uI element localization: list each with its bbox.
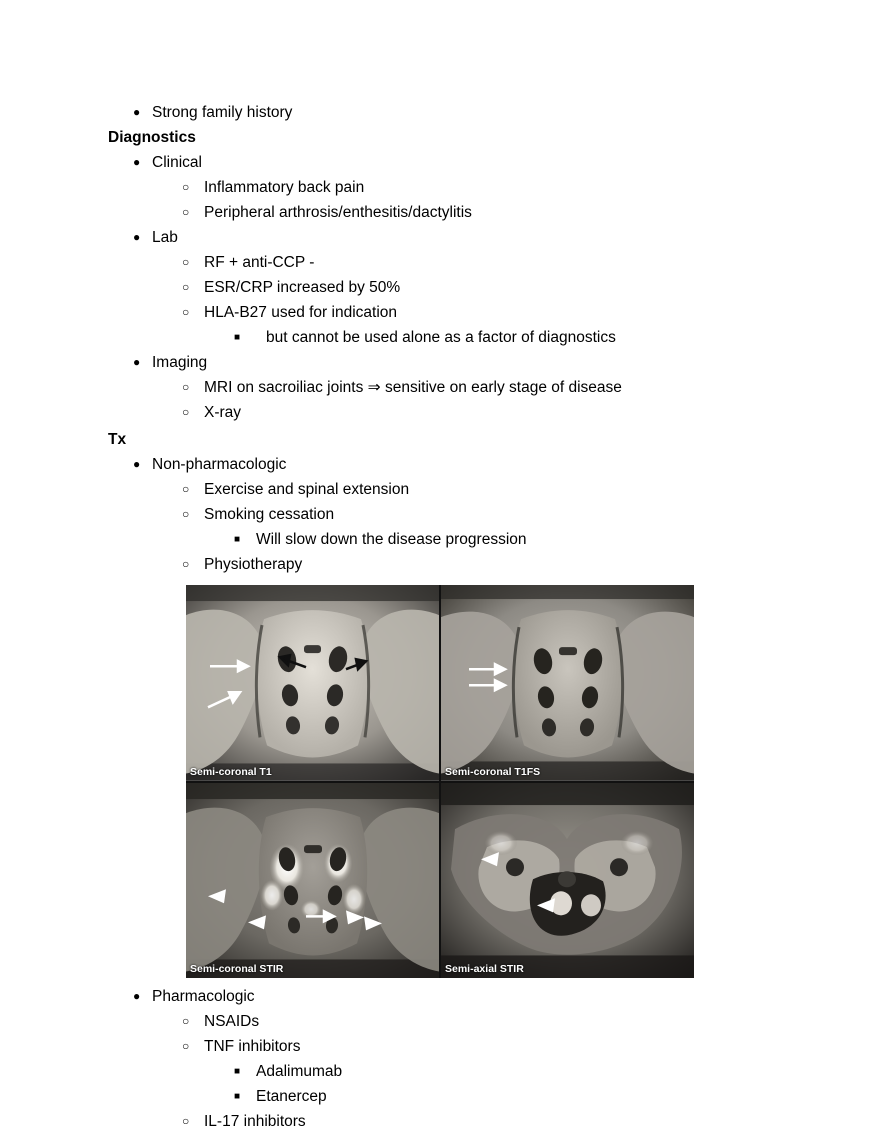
- list-item: [152, 300, 808, 350]
- circle-bullet-icon: [182, 1009, 189, 1034]
- circle-bullet-icon: [182, 1109, 189, 1134]
- list-item-lab: [108, 225, 808, 350]
- disc-bullet-icon: [133, 150, 140, 175]
- list-item: [152, 250, 808, 275]
- section-heading-diagnostics: Diagnostics: [108, 129, 196, 146]
- list-item-label: HLA-B27 used for indication: [204, 304, 398, 321]
- hla-sublist: [204, 325, 808, 350]
- list-item: [204, 527, 808, 552]
- list-item-label: Clinical: [152, 154, 202, 171]
- list-item-label: ESR/CRP increased by 50%: [204, 279, 401, 296]
- panel-caption: Semi-coronal T1: [190, 765, 272, 778]
- panel-caption: Semi-coronal STIR: [190, 963, 284, 975]
- list-item-label: Non-pharmacologic: [152, 456, 287, 473]
- list-item-label: Exercise and spinal extension: [204, 481, 410, 498]
- circle-bullet-icon: [182, 275, 189, 300]
- mri-panel-semi-coronal-t1fs: [441, 585, 694, 781]
- list-item-label: Will slow down the disease progression: [256, 531, 527, 548]
- mri-image-stir: [186, 783, 439, 979]
- list-item-label: Strong family history: [152, 104, 293, 121]
- smoking-sublist: [204, 527, 808, 552]
- list-item: [152, 1009, 808, 1034]
- imaging-sublist: [152, 375, 808, 425]
- circle-bullet-icon: [182, 250, 189, 275]
- list-item: [152, 1109, 808, 1134]
- list-item: [152, 200, 808, 225]
- list-item: [152, 1034, 808, 1109]
- diagnostics-list: [108, 150, 808, 425]
- tx-list: [108, 452, 808, 577]
- list-item-label: RF + anti-CCP -: [204, 254, 315, 271]
- list-item-label: but cannot be used alone as a factor of diagnostics: [266, 329, 616, 346]
- list-item-non-pharmacologic: [108, 452, 808, 577]
- list-item-label: Peripheral arthrosis/enthesitis/dactylitis: [204, 204, 472, 221]
- mri-panel-semi-axial-stir: [441, 783, 694, 979]
- list-item: [152, 502, 808, 552]
- list-item-label: Adalimumab: [256, 1063, 343, 1080]
- panel-caption: Semi-axial STIR: [445, 963, 524, 975]
- tnf-sublist: [204, 1059, 808, 1109]
- mri-image-t1: [186, 585, 439, 781]
- list-item: [152, 400, 808, 425]
- list-item-label: MRI on sacroiliac joints ⇒ sensitive on early stage of disease: [204, 379, 622, 396]
- square-bullet-icon: [234, 1084, 240, 1109]
- list-item-label: Etanercep: [256, 1088, 327, 1105]
- mri-panel-grid: [186, 585, 694, 978]
- list-item-label: Imaging: [152, 354, 208, 371]
- list-item: [204, 1059, 808, 1084]
- square-bullet-icon: [234, 1059, 240, 1084]
- circle-bullet-icon: [182, 375, 189, 400]
- sacroiliac-mri-figure: [186, 585, 694, 978]
- disc-bullet-icon: [133, 100, 140, 125]
- list-item-clinical: [108, 150, 808, 225]
- list-item: [204, 325, 808, 350]
- mri-image-axial-stir: [441, 783, 694, 979]
- document-body: [108, 100, 808, 1134]
- list-item: [108, 100, 808, 125]
- clinical-sublist: [152, 175, 808, 225]
- list-item-pharmacologic: [108, 984, 808, 1134]
- lab-sublist: [152, 250, 808, 350]
- list-item-label: X-ray: [204, 404, 242, 421]
- list-item: [152, 175, 808, 200]
- circle-bullet-icon: [182, 1034, 189, 1059]
- pharmacologic-sublist: [152, 1009, 808, 1134]
- list-item: [204, 1084, 808, 1109]
- square-bullet-icon: [234, 527, 240, 552]
- non-pharmacologic-sublist: [152, 477, 808, 577]
- circle-bullet-icon: [182, 300, 189, 325]
- circle-bullet-icon: [182, 400, 189, 425]
- section-heading-tx: Tx: [108, 431, 127, 448]
- top-list: [108, 100, 808, 125]
- circle-bullet-icon: [182, 552, 189, 577]
- list-item-imaging: [108, 350, 808, 425]
- circle-bullet-icon: [182, 200, 189, 225]
- circle-bullet-icon: [182, 175, 189, 200]
- disc-bullet-icon: [133, 452, 140, 477]
- list-item-label: Inflammatory back pain: [204, 179, 365, 196]
- list-item: [152, 552, 808, 577]
- list-item-label: Physiotherapy: [204, 556, 303, 573]
- list-item-label: Lab: [152, 229, 178, 246]
- circle-bullet-icon: [182, 502, 189, 527]
- panel-caption: Semi-coronal T1FS: [445, 765, 541, 778]
- disc-bullet-icon: [133, 984, 140, 1009]
- disc-bullet-icon: [133, 225, 140, 250]
- list-item: [152, 375, 808, 400]
- circle-bullet-icon: [182, 477, 189, 502]
- list-item-label: IL-17 inhibitors: [204, 1113, 306, 1130]
- list-item-label: Pharmacologic: [152, 988, 255, 1005]
- list-item-label: Smoking cessation: [204, 506, 335, 523]
- list-item: [152, 275, 808, 300]
- mri-panel-semi-coronal-t1: [186, 585, 439, 781]
- square-bullet-icon: [234, 325, 240, 350]
- list-item-label: TNF inhibitors: [204, 1038, 301, 1055]
- list-item-label: NSAIDs: [204, 1013, 260, 1030]
- list-item: [152, 477, 808, 502]
- mri-image-t1fs: [441, 585, 694, 781]
- disc-bullet-icon: [133, 350, 140, 375]
- pharmacologic-list: [108, 984, 808, 1134]
- mri-panel-semi-coronal-stir: [186, 783, 439, 979]
